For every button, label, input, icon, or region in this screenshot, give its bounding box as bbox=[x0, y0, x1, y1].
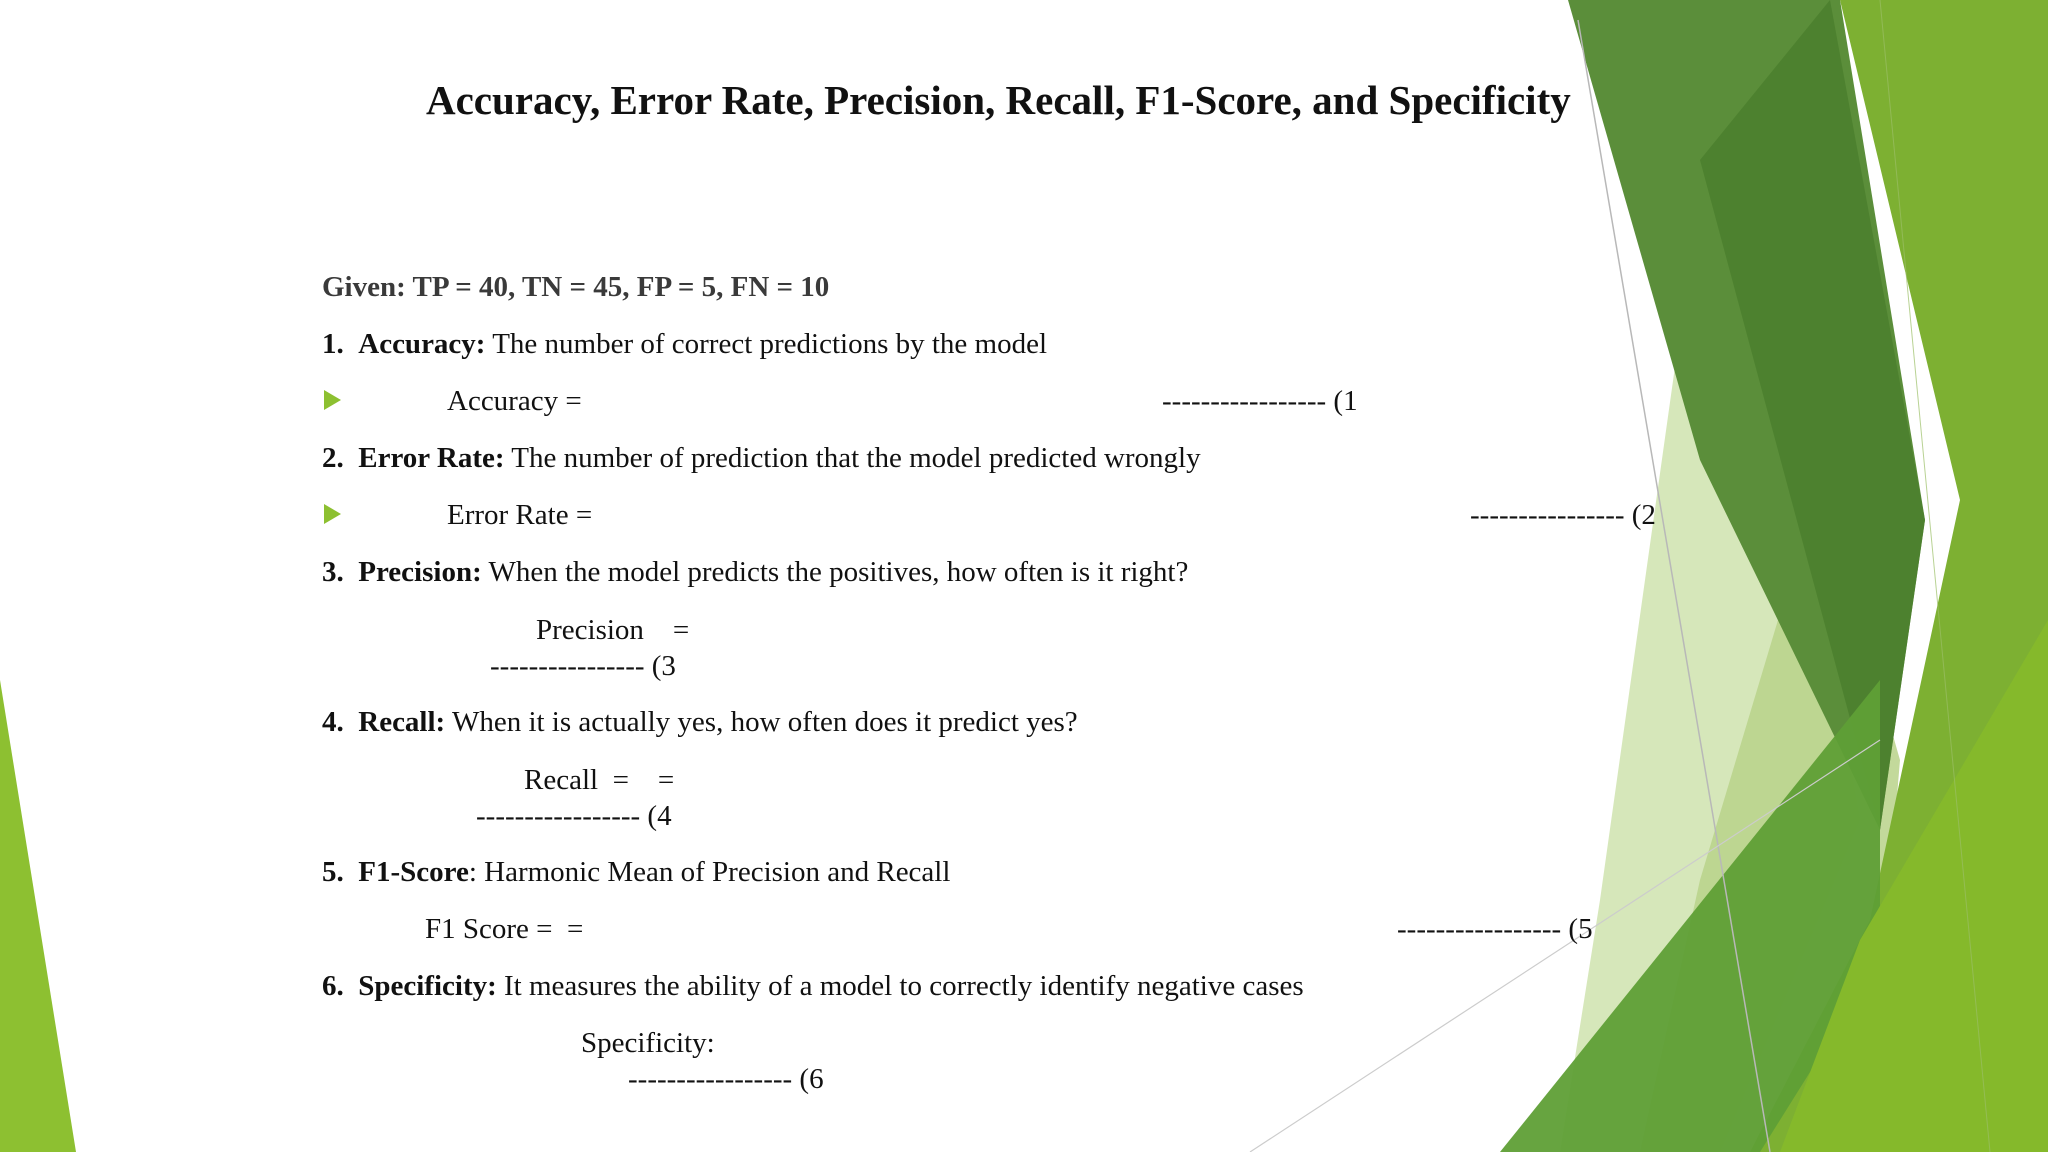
item-description: The number of correct predictions by the model bbox=[485, 328, 1048, 360]
item-f1-score bbox=[322, 856, 950, 889]
given-values: Given: TP = 40, TN = 45, FP = 5, FN = 10 bbox=[322, 271, 830, 303]
item-number: 1. bbox=[322, 328, 344, 360]
item-description: When the model predicts the positives, how often is it right? bbox=[481, 556, 1189, 588]
accuracy-formula: Accuracy = bbox=[447, 385, 582, 417]
item-description: It measures the ability of a model to correctly identify negative cases bbox=[496, 970, 1304, 1002]
bullet-arrow-icon bbox=[324, 504, 341, 524]
item-accuracy bbox=[322, 328, 1047, 361]
recall-formula: Recall = = bbox=[524, 764, 675, 796]
specificity-equation-ref: ----------------- (6 bbox=[628, 1063, 824, 1095]
item-number: 3. bbox=[322, 556, 344, 588]
slide-title: Accuracy, Error Rate, Precision, Recall, F1-Score, and Specificity bbox=[426, 77, 1571, 123]
specificity-formula: Specificity: bbox=[581, 1027, 715, 1059]
item-specificity bbox=[322, 970, 1304, 1003]
item-description: : Harmonic Mean of Precision and Recall bbox=[468, 856, 951, 888]
error-rate-formula: Error Rate = bbox=[447, 499, 593, 531]
item-term: Accuracy: bbox=[358, 328, 486, 360]
item-term: Specificity: bbox=[358, 970, 497, 1002]
item-number: 6. bbox=[322, 970, 344, 1002]
item-term: Recall: bbox=[358, 706, 446, 738]
f1-equation-ref: ----------------- (5 bbox=[1397, 913, 1593, 945]
item-number: 4. bbox=[322, 706, 344, 738]
recall-equation-ref: ----------------- (4 bbox=[476, 800, 672, 832]
item-description: When it is actually yes, how often does it predict yes? bbox=[445, 706, 1078, 738]
error-rate-equation-ref: ---------------- (2 bbox=[1470, 499, 1656, 531]
bullet-arrow-icon bbox=[324, 390, 341, 410]
item-term: Precision: bbox=[358, 556, 482, 588]
precision-formula: Precision = bbox=[536, 614, 690, 646]
f1-formula: F1 Score = = bbox=[425, 913, 584, 945]
precision-equation-ref: ---------------- (3 bbox=[490, 650, 676, 682]
item-precision bbox=[322, 556, 1188, 589]
item-recall bbox=[322, 706, 1078, 739]
accuracy-equation-ref: ----------------- (1 bbox=[1162, 385, 1358, 417]
item-number: 5. bbox=[322, 856, 344, 888]
item-term: F1-Score bbox=[358, 856, 469, 888]
item-description: The number of prediction that the model predicted wrongly bbox=[504, 442, 1201, 474]
item-number: 2. bbox=[322, 442, 344, 474]
item-error-rate bbox=[322, 442, 1201, 475]
item-term: Error Rate: bbox=[358, 442, 505, 474]
